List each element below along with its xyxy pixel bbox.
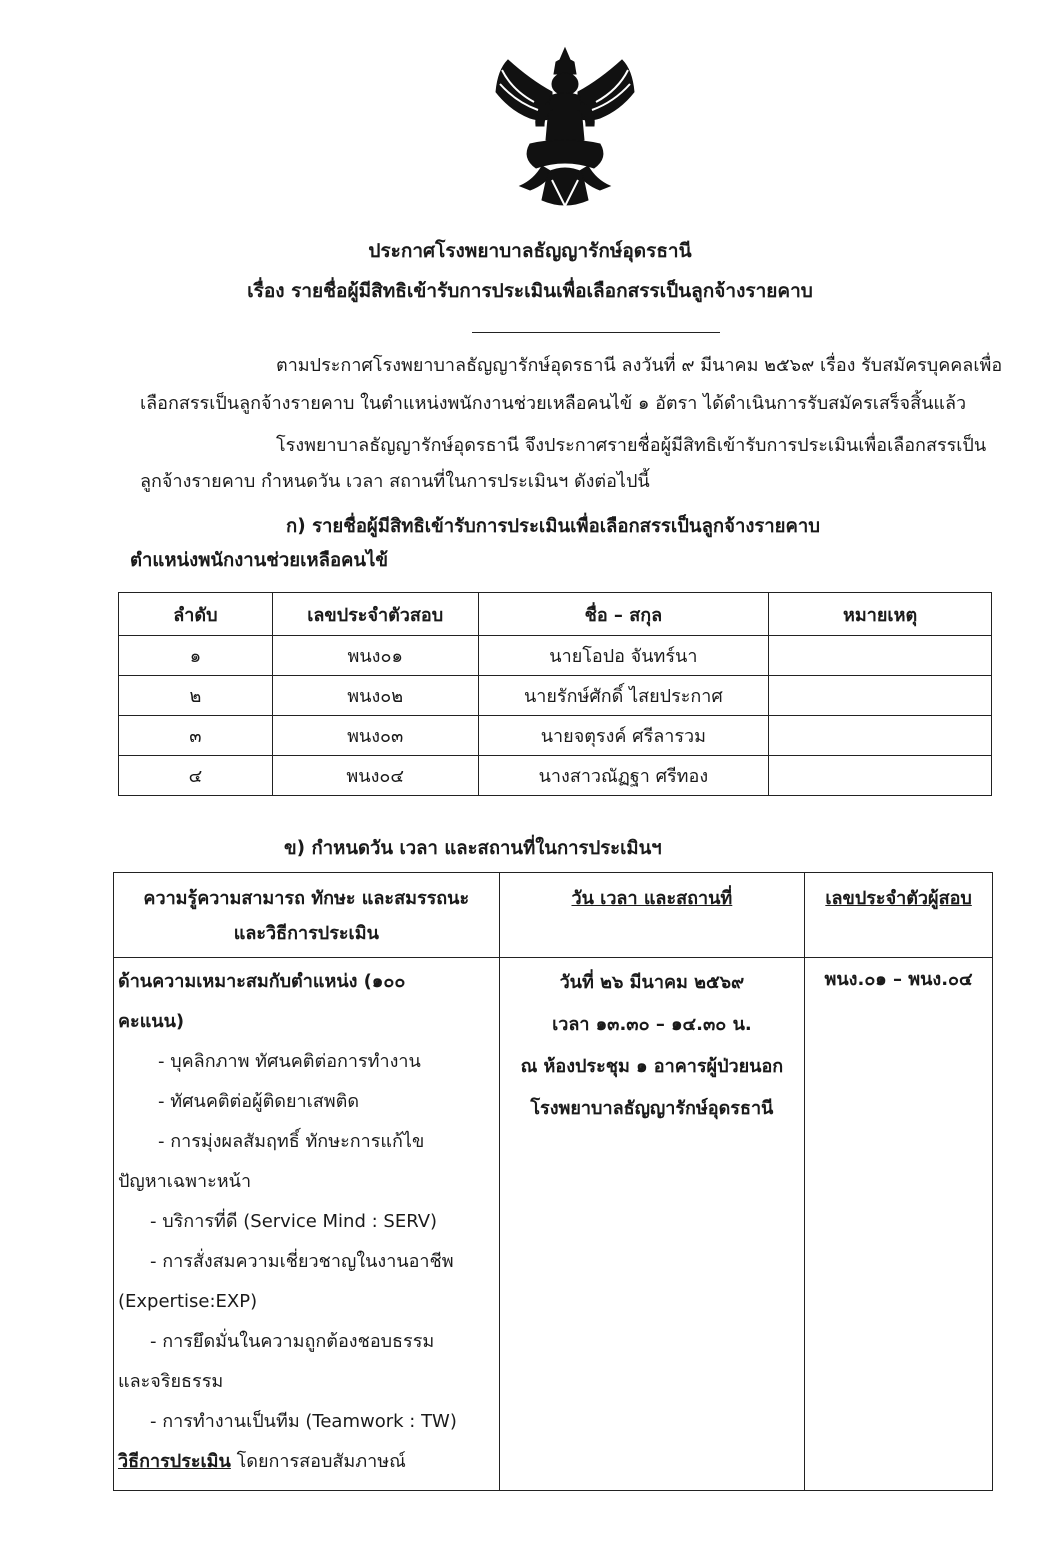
schedule-place-line-1: ณ ห้องประชุม ๑ อาคารผู้ป่วยนอก bbox=[520, 1056, 784, 1077]
garuda-emblem-icon bbox=[490, 40, 640, 210]
column-header-exam-id: เลขประจำตัวสอบ bbox=[272, 593, 478, 636]
schedule-time: เวลา ๑๓.๓๐ – ๑๔.๓๐ น. bbox=[552, 1014, 752, 1035]
row-exam-id: พนง๐๑ bbox=[272, 636, 478, 676]
candidate-ids-cell: พนง.๐๑ – พนง.๐๔ bbox=[805, 958, 993, 1491]
column-header-criteria bbox=[114, 873, 500, 958]
paragraph-1-line-1: ตามประกาศโรงพยาบาลธัญญารักษ์อุดรธานี ลงวันที่ ๙ มีนาคม ๒๕๖๙ เรื่อง รับสมัครบุคคลเพื่อ bbox=[276, 355, 1003, 376]
schedule-table bbox=[113, 872, 993, 1491]
column-header-candidate-ids: เลขประจำตัวผู้สอบ bbox=[805, 873, 993, 958]
assessment-method-text: โดยการสอบสัมภาษณ์ bbox=[236, 1451, 406, 1472]
section-a-title: ก) รายชื่อผู้มีสิทธิเข้ารับการประเมินเพื่อเลือกสรรเป็นลูกจ้างรายคาบ bbox=[286, 516, 821, 537]
section-b-title: ข) กำหนดวัน เวลา และสถานที่ในการประเมินฯ bbox=[284, 838, 662, 859]
assessment-method bbox=[118, 1442, 493, 1482]
row-name: นายโอปอ จันทร์นา bbox=[478, 636, 769, 676]
criteria-item: - ทัศนคติต่อผู้ติดยาเสพติด bbox=[158, 1091, 360, 1112]
criteria-heading-line-2: คะแนน) bbox=[118, 1011, 185, 1032]
criteria-header-line-2: และวิธีการประเมิน bbox=[233, 923, 379, 944]
criteria-item-continued: และจริยธรรม bbox=[118, 1371, 224, 1392]
document-title: ประกาศโรงพยาบาลธัญญารักษ์อุดรธานี bbox=[368, 240, 692, 262]
row-order: ๔ bbox=[119, 756, 273, 796]
row-exam-id: พนง๐๒ bbox=[272, 676, 478, 716]
column-header-name: ชื่อ – สกุล bbox=[478, 593, 769, 636]
criteria-item: - การมุ่งผลสัมฤทธิ์ ทักษะการแก้ไข bbox=[158, 1131, 425, 1152]
title-divider bbox=[472, 332, 720, 333]
criteria-heading-line-1: ด้านความเหมาะสมกับตำแหน่ง (๑๐๐ bbox=[118, 971, 406, 992]
table-row bbox=[119, 756, 992, 796]
row-exam-id: พนง๐๔ bbox=[272, 756, 478, 796]
criteria-item: - บุคลิกภาพ ทัศนคติต่อการทำงาน bbox=[158, 1051, 421, 1072]
table-header-row bbox=[114, 873, 993, 958]
row-note bbox=[769, 676, 992, 716]
table-row bbox=[119, 716, 992, 756]
paragraph-2-line-1: โรงพยาบาลธัญญารักษ์อุดรธานี จึงประกาศรายชื่อผู้มีสิทธิเข้ารับการประเมินเพื่อเลือกสรรเป็น bbox=[276, 435, 987, 456]
criteria-item: - การสั่งสมความเชี่ยวชาญในงานอาชีพ bbox=[150, 1251, 454, 1272]
criteria-header-line-1: ความรู้ความสามารถ ทักษะ และสมรรถนะ bbox=[143, 888, 470, 909]
paragraph-1-line-2: เลือกสรรเป็นลูกจ้างรายคาบ ในตำแหน่งพนักงานช่วยเหลือคนไข้ ๑ อัตรา ได้ดำเนินการรับสมัครเสร็จสิ้นแล้ว bbox=[140, 393, 967, 414]
document-subject: เรื่อง รายชื่อผู้มีสิทธิเข้ารับการประเมินเพื่อเลือกสรรเป็นลูกจ้างรายคาบ bbox=[247, 280, 813, 302]
table-row bbox=[119, 636, 992, 676]
table-header-row bbox=[119, 593, 992, 636]
row-order: ๓ bbox=[119, 716, 273, 756]
row-note bbox=[769, 636, 992, 676]
assessment-method-label: วิธีการประเมิน bbox=[118, 1451, 231, 1472]
row-name: นายรักษ์ศักดิ์ ไสยประกาศ bbox=[478, 676, 769, 716]
criteria-item: - การทำงานเป็นทีม (Teamwork : TW) bbox=[150, 1411, 457, 1432]
paragraph-2-line-2: ลูกจ้างรายคาบ กำหนดวัน เวลา สถานที่ในการประเมินฯ ดังต่อไปนี้ bbox=[140, 471, 650, 492]
row-note bbox=[769, 716, 992, 756]
criteria-item: - บริการที่ดี (Service Mind : SERV) bbox=[150, 1211, 438, 1232]
column-header-order: ลำดับ bbox=[119, 593, 273, 636]
row-order: ๒ bbox=[119, 676, 273, 716]
row-name: นางสาวณัฏฐา ศรีทอง bbox=[478, 756, 769, 796]
criteria-cell bbox=[114, 958, 500, 1491]
criteria-item-continued: ปัญหาเฉพาะหน้า bbox=[118, 1171, 252, 1192]
criteria-item-continued: (Expertise:EXP) bbox=[118, 1291, 258, 1312]
candidate-table bbox=[118, 592, 992, 796]
section-a-subtitle: ตำแหน่งพนักงานช่วยเหลือคนไข้ bbox=[130, 550, 389, 571]
row-exam-id: พนง๐๓ bbox=[272, 716, 478, 756]
row-order: ๑ bbox=[119, 636, 273, 676]
table-row bbox=[119, 676, 992, 716]
schedule-place-line-2: โรงพยาบาลธัญญารักษ์อุดรธานี bbox=[530, 1098, 774, 1119]
row-name: นายจตุรงค์ ศรีลารวม bbox=[478, 716, 769, 756]
row-note bbox=[769, 756, 992, 796]
table-row bbox=[114, 958, 993, 1491]
column-header-schedule: วัน เวลา และสถานที่ bbox=[499, 873, 805, 958]
schedule-date: วันที่ ๒๖ มีนาคม ๒๕๖๙ bbox=[559, 972, 745, 993]
column-header-note: หมายเหตุ bbox=[769, 593, 992, 636]
schedule-cell bbox=[499, 958, 805, 1491]
criteria-item: - การยึดมั่นในความถูกต้องชอบธรรม bbox=[150, 1331, 435, 1352]
